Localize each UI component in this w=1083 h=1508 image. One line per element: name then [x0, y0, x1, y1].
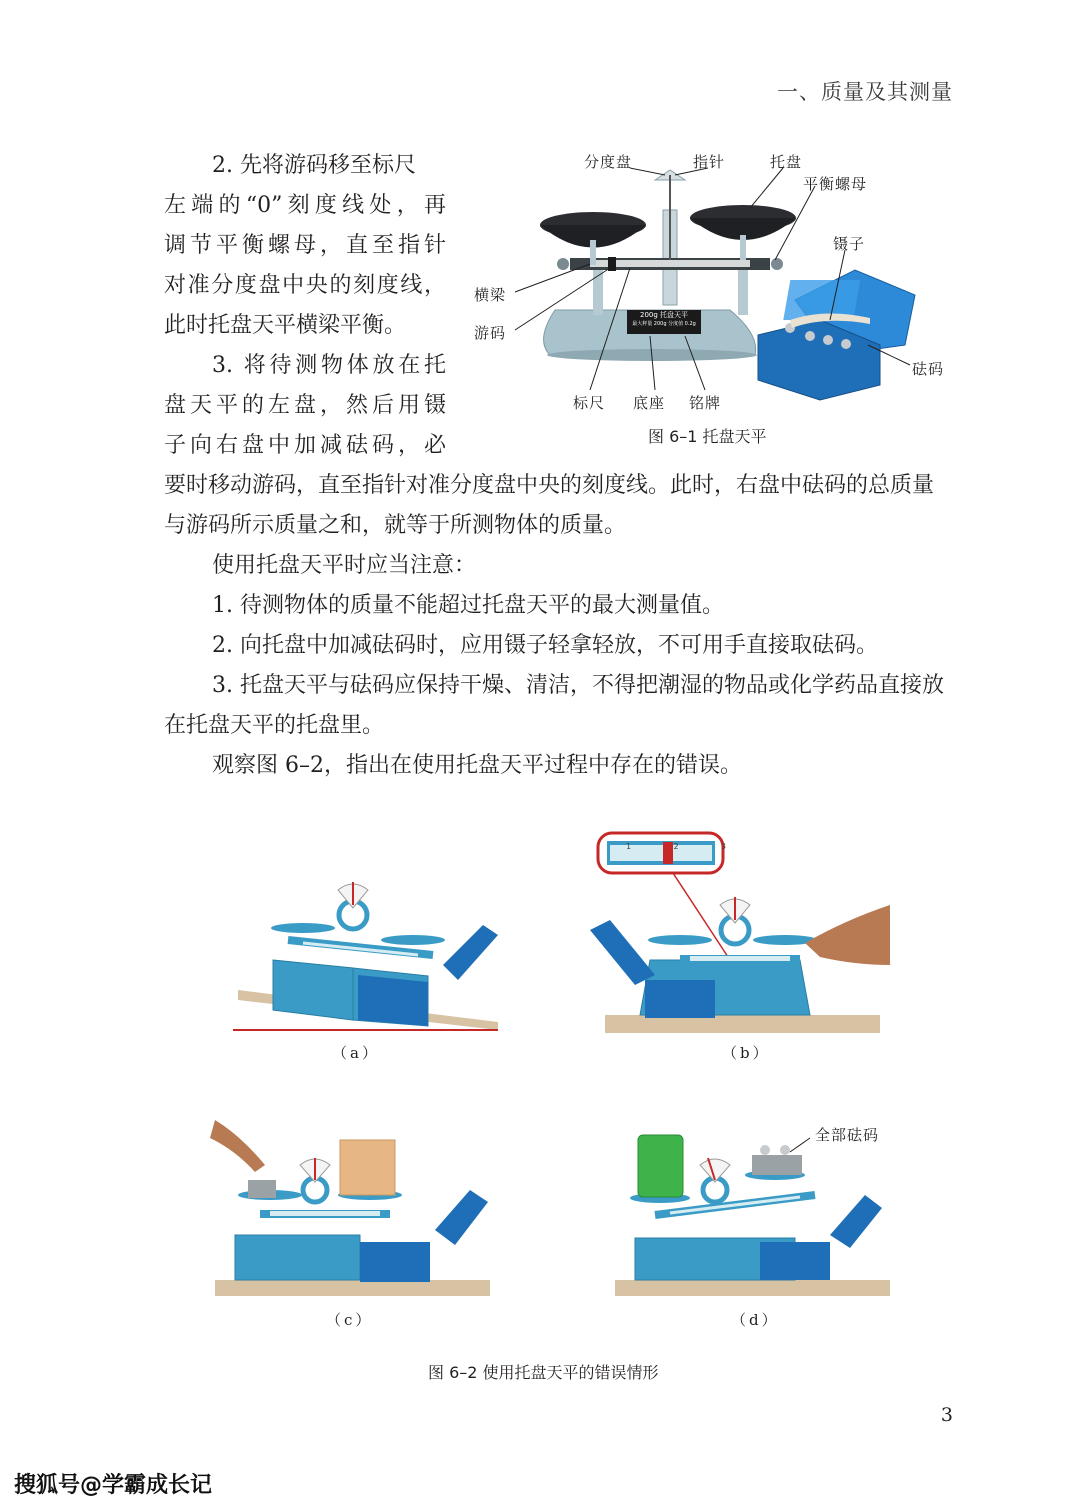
figure-6-2b — [585, 825, 905, 1040]
watermark: 搜狐号@学霸成长记 — [14, 1473, 213, 1498]
figure-6-2-caption: 图 6–2 使用托盘天平的错误情形 — [428, 1363, 659, 1382]
paragraph-rule-1: 1. 待测物体的质量不能超过托盘天平的最大测量值。 — [212, 593, 724, 618]
figure-6-2c-label: （c） — [326, 1311, 374, 1329]
figure-6-2b-label: （b） — [722, 1044, 771, 1062]
nameplate-line-2: 最大秤量 200g 分度值 0.2g — [632, 321, 696, 327]
label-scale-dial: 分度盘 — [584, 153, 633, 171]
p3-line-2: 盘天平的左盘，然后用镊 — [164, 393, 446, 418]
label-tweezers: 镊子 — [833, 235, 866, 253]
label-ruler: 标尺 — [573, 394, 606, 412]
label-rider: 游码 — [474, 324, 507, 342]
paragraph-step-2 — [164, 146, 446, 346]
p2-line-5: 此时托盘天平横梁平衡。 — [164, 313, 407, 338]
p2-line-3: 调节平衡螺母，直至指针 — [164, 233, 446, 258]
p2-line-2: 左端的“0”刻度线处，再 — [164, 193, 446, 218]
paragraph-observe: 观察图 6–2，指出在使用托盘天平过程中存在的错误。 — [212, 753, 742, 778]
figure-6-1-illustration — [460, 140, 960, 430]
label-balance-nut: 平衡螺母 — [803, 175, 868, 193]
label-base: 底座 — [633, 394, 666, 412]
zoom-ticks — [626, 842, 726, 851]
zoom-tick-3: 3 — [720, 842, 726, 851]
paragraph-step-3 — [164, 346, 446, 466]
nameplate-line-1: 200g 托盘天平 — [639, 311, 689, 319]
label-pointer: 指针 — [693, 153, 726, 171]
page-number: 3 — [940, 1404, 953, 1426]
p2-line-4: 对准分度盘中央的刻度线， — [164, 273, 446, 298]
p2-line-1: 2. 先将游码移至标尺 — [212, 153, 416, 178]
label-nameplate: 铭牌 — [689, 394, 722, 412]
p3-line-3: 子向右盘中加减砝码，必 — [164, 433, 446, 458]
figure-6-1-caption: 图 6–1 托盘天平 — [648, 427, 767, 446]
paragraph-rule-2: 2. 向托盘中加减砝码时，应用镊子轻拿轻放，不可用手直接取砝码。 — [212, 633, 878, 658]
zoom-tick-1: 1 — [626, 842, 632, 851]
paragraph-notice: 使用托盘天平时应当注意： — [212, 553, 477, 578]
zoom-tick-2: 2 — [673, 842, 679, 851]
figure-6-2d — [610, 1120, 895, 1300]
figure-6-2d-label: （d） — [731, 1311, 780, 1329]
nameplate-text — [628, 311, 700, 329]
label-tray: 托盘 — [770, 153, 803, 171]
label-beam: 横梁 — [474, 286, 507, 304]
paragraph-step-3-continued: 要时移动游码，直至指针对准分度盘中央的刻度线。此时，右盘中砝码的总质量与游码所示质量之和，就等于所测物体的质量。 — [164, 473, 935, 538]
figure-6-2a — [228, 870, 508, 1040]
label-all-weights: 全部砝码 — [815, 1126, 880, 1144]
paragraph-rule-3: 3. 托盘天平与砝码应保持干燥、清洁，不得把潮湿的物品或化学药品直接放在托盘天平的托盘里。 — [164, 673, 944, 738]
figure-6-2c — [210, 1110, 495, 1300]
label-weights: 砝码 — [912, 360, 945, 378]
running-header: 一、质量及其测量 — [777, 80, 953, 104]
p3-line-1: 3. 将待测物体放在托 — [212, 353, 446, 378]
figure-6-2a-label: （a） — [332, 1044, 380, 1062]
